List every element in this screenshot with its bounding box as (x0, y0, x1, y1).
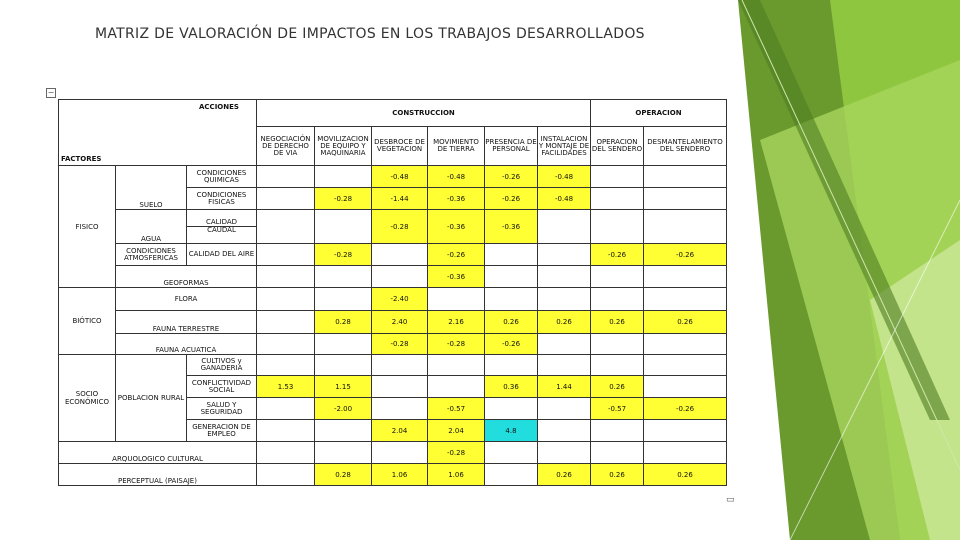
acciones-label: ACCIONES (199, 103, 239, 111)
cell (315, 420, 372, 442)
subgroup-label: AGUA (116, 210, 187, 244)
cell (257, 420, 315, 442)
cell (315, 266, 372, 288)
cell: -0.48 (372, 166, 428, 188)
cell: -0.26 (485, 166, 538, 188)
cell (591, 266, 644, 288)
cell (315, 442, 372, 464)
cell (591, 420, 644, 442)
param-label: SALUD Y SEGURIDAD (187, 398, 257, 420)
cell (644, 166, 727, 188)
cell: 4.8 (485, 420, 538, 442)
cell (315, 210, 372, 244)
cell (591, 210, 644, 244)
cell (591, 188, 644, 210)
param-caudal: CAUDAL (187, 226, 256, 234)
cell (315, 288, 372, 311)
cell: 1.15 (315, 376, 372, 398)
cell (428, 355, 485, 376)
table-row (59, 210, 727, 244)
cell (644, 188, 727, 210)
cell (315, 334, 372, 355)
table-row (59, 166, 727, 188)
param-label: CONFLICTIVIDAD SOCIAL (187, 376, 257, 398)
cell (315, 355, 372, 376)
cell (257, 334, 315, 355)
cell (644, 420, 727, 442)
group-label: FISICO (59, 166, 116, 288)
action-header: DESMANTELAMIENTO DEL SENDERO (644, 127, 727, 166)
param-calidad: CALIDAD (205, 218, 238, 226)
cell: -0.28 (428, 442, 485, 464)
cell (372, 442, 428, 464)
table-row (59, 334, 727, 355)
cell (485, 355, 538, 376)
cell: 1.06 (372, 464, 428, 486)
cell (644, 266, 727, 288)
action-header: INSTALACION Y MONTAJE DE FACILIDADES (538, 127, 591, 166)
cell (538, 288, 591, 311)
note-icon[interactable]: ▭ (726, 495, 735, 505)
cell (257, 244, 315, 266)
cell: -0.36 (428, 188, 485, 210)
cell: -0.57 (428, 398, 485, 420)
cell: -0.48 (538, 188, 591, 210)
cell: -0.26 (485, 188, 538, 210)
cell: -0.36 (428, 266, 485, 288)
cell (257, 355, 315, 376)
cell: -0.36 (485, 210, 538, 244)
cell: -0.26 (644, 244, 727, 266)
cell: 0.26 (538, 311, 591, 334)
cell: 0.28 (315, 464, 372, 486)
cell (257, 266, 315, 288)
action-header: NEGOCIACIÓN DE DERECHO DE VIA (257, 127, 315, 166)
subgroup-label: FAUNA ACUATICA (116, 334, 257, 355)
cell: 0.26 (644, 464, 727, 486)
cell (591, 442, 644, 464)
cell (538, 442, 591, 464)
subgroup-label: FLORA (116, 288, 257, 311)
cell (538, 210, 591, 244)
cell (372, 398, 428, 420)
cell: -0.28 (372, 334, 428, 355)
group-operacion: OPERACION (591, 100, 727, 127)
cell: -0.28 (315, 188, 372, 210)
cell: 2.04 (428, 420, 485, 442)
cell (591, 288, 644, 311)
table-row (59, 464, 727, 486)
cell: -1.44 (372, 188, 428, 210)
cell (538, 244, 591, 266)
cell: 1.44 (538, 376, 591, 398)
cell: 0.36 (485, 376, 538, 398)
cell: 0.26 (591, 311, 644, 334)
cell: 2.16 (428, 311, 485, 334)
cell (538, 334, 591, 355)
subgroup-label: SUELO (116, 166, 187, 210)
group-label: BIÓTICO (59, 288, 116, 355)
cell: -0.26 (428, 244, 485, 266)
cell: -0.28 (315, 244, 372, 266)
cell: 0.28 (315, 311, 372, 334)
factores-label: FACTORES (61, 155, 102, 163)
header-corner (59, 100, 257, 166)
subgroup-label: GEOFORMAS (116, 266, 257, 288)
cell: -0.36 (428, 210, 485, 244)
cell (591, 355, 644, 376)
subgroup-label: CONDICIONES ATMOSFERICAS (116, 244, 187, 266)
cell (372, 266, 428, 288)
slide-title: MATRIZ DE VALORACIÓN DE IMPACTOS EN LOS TRABAJOS DESARROLLADOS (95, 26, 645, 42)
subgroup-label: POBLACION RURAL (116, 355, 187, 442)
cell (257, 311, 315, 334)
cell (644, 376, 727, 398)
group-construccion: CONSTRUCCION (257, 100, 591, 127)
action-header: PRESENCIA DE PERSONAL (485, 127, 538, 166)
cell (485, 464, 538, 486)
cell (591, 334, 644, 355)
param-label: CALIDAD DEL AIRE (187, 244, 257, 266)
action-header: MOVILIZACION DE EQUIPO Y MAQUINARIA (315, 127, 372, 166)
table-row (59, 266, 727, 288)
cell: -0.26 (591, 244, 644, 266)
group-label: SOCIO ECONÓMICO (59, 355, 116, 442)
cell: 1.53 (257, 376, 315, 398)
cell (485, 288, 538, 311)
cell (428, 376, 485, 398)
action-header: MOVIMIENTO DE TIERRA (428, 127, 485, 166)
cell (372, 355, 428, 376)
cell (591, 166, 644, 188)
action-header: OPERACION DEL SENDERO (591, 127, 644, 166)
table-row (59, 355, 727, 376)
cell (644, 355, 727, 376)
cell (485, 244, 538, 266)
collapse-icon: − (47, 88, 55, 97)
cell: 1.06 (428, 464, 485, 486)
cell: 0.26 (485, 311, 538, 334)
cell (428, 288, 485, 311)
cell (257, 442, 315, 464)
cell (644, 210, 727, 244)
cell: 0.26 (591, 464, 644, 486)
cell (485, 398, 538, 420)
cell: 0.26 (644, 311, 727, 334)
cell: -0.26 (485, 334, 538, 355)
cell: -2.00 (315, 398, 372, 420)
cell (257, 188, 315, 210)
cell (315, 166, 372, 188)
cell (257, 464, 315, 486)
group-label: ARQUOLOGICO CULTURAL (59, 442, 257, 464)
cell: -0.57 (591, 398, 644, 420)
cell: 0.26 (538, 464, 591, 486)
cell (257, 288, 315, 311)
table-row (59, 442, 727, 464)
cell: -2.40 (372, 288, 428, 311)
subgroup-label: FAUNA TERRESTRE (116, 311, 257, 334)
group-label: PERCEPTUAL (PAISAJE) (59, 464, 257, 486)
param-label: CULTIVOS y GANADERIA (187, 355, 257, 376)
action-header: DESBROCE DE VEGETACION (372, 127, 428, 166)
cell: -0.48 (428, 166, 485, 188)
table-row (59, 244, 727, 266)
cell (372, 376, 428, 398)
param-label: CONDICIONES FISICAS (187, 188, 257, 210)
param-label: GENERACION DE EMPLEO (187, 420, 257, 442)
cell (372, 244, 428, 266)
cell: 2.40 (372, 311, 428, 334)
cell (485, 266, 538, 288)
cell (644, 442, 727, 464)
param-label (187, 210, 257, 244)
cell: -0.48 (538, 166, 591, 188)
cell (257, 166, 315, 188)
cell: -0.28 (372, 210, 428, 244)
cell (257, 398, 315, 420)
cell (644, 288, 727, 311)
cell: -0.28 (428, 334, 485, 355)
table-row (59, 288, 727, 311)
table-row (59, 311, 727, 334)
cell: 2.04 (372, 420, 428, 442)
cell (485, 442, 538, 464)
cell: 0.26 (591, 376, 644, 398)
impact-matrix (58, 99, 727, 486)
cell (538, 398, 591, 420)
cell (538, 355, 591, 376)
param-label: CONDICIONES QUIMICAS (187, 166, 257, 188)
cell: -0.26 (644, 398, 727, 420)
cell (538, 266, 591, 288)
cell (257, 210, 315, 244)
cell (644, 334, 727, 355)
cell (538, 420, 591, 442)
